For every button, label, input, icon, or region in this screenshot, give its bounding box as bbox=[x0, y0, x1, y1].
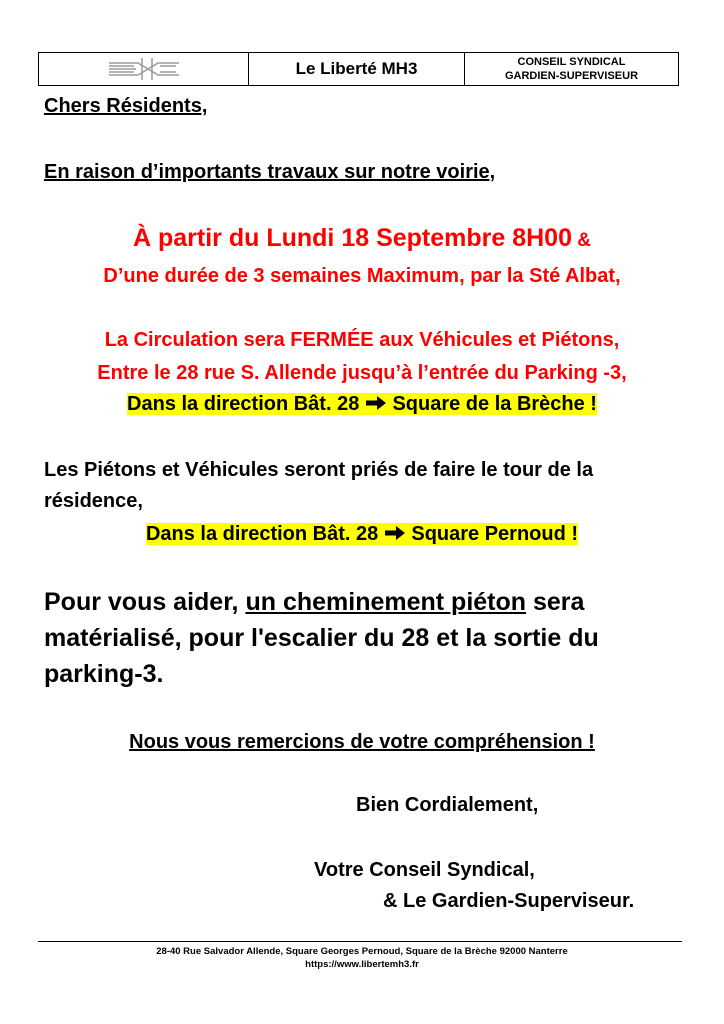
direction-line-2 bbox=[0, 523, 724, 546]
help-line-2: matérialisé, pour l'escalier du 28 et la sortie du bbox=[44, 624, 599, 652]
signature-line-2: & Le Gardien-Superviseur. bbox=[383, 890, 635, 912]
help-line-1 bbox=[44, 588, 584, 617]
detour-line-1: Les Piétons et Véhicules seront priés de faire le tour de la bbox=[44, 459, 594, 481]
start-date: À partir du Lundi 18 Septembre 8H00 bbox=[133, 224, 572, 252]
direction-2-end: Square Pernoud ! bbox=[405, 523, 579, 545]
footer-address: 28-40 Rue Salvador Allende, Square Georges Pernoud, Square de la Brèche 92000 Nanterre bbox=[156, 946, 568, 957]
ampersand: & bbox=[572, 230, 591, 251]
right-arrow-icon bbox=[384, 525, 406, 541]
closure-line-1: La Circulation sera FERMÉE aux Véhicules et Piétons, bbox=[104, 329, 620, 351]
role-line-2: GARDIEN-SUPERVISEUR bbox=[504, 70, 639, 82]
building-logo-icon bbox=[104, 54, 184, 84]
help-line-3: parking-3. bbox=[44, 660, 164, 688]
signature-line-1: Votre Conseil Syndical, bbox=[314, 859, 535, 881]
direction-2-start: Dans la direction Bât. 28 bbox=[145, 523, 384, 545]
right-arrow-icon bbox=[365, 395, 387, 411]
help-suffix: sera bbox=[526, 588, 585, 616]
role-line-1: CONSEIL SYNDICAL bbox=[517, 56, 626, 68]
direction-1-end: Square de la Brèche ! bbox=[386, 393, 597, 415]
detour-line-2: résidence, bbox=[44, 490, 143, 512]
residence-name: Le Liberté MH3 bbox=[249, 53, 465, 85]
closure-line-2: Entre le 28 rue S. Allende jusqu’à l’entrée du Parking -3, bbox=[97, 362, 627, 384]
footer-divider bbox=[38, 941, 682, 942]
direction-highlight-1 bbox=[127, 393, 597, 415]
start-date-line bbox=[0, 224, 724, 253]
footer-website: https://www.libertemh3.fr bbox=[305, 959, 419, 970]
salutation: Chers Résidents, bbox=[44, 95, 208, 117]
direction-1-start: Dans la direction Bât. 28 bbox=[127, 393, 365, 415]
logo-cell bbox=[39, 53, 249, 85]
direction-highlight-2 bbox=[146, 523, 578, 545]
duration-line: D’une durée de 3 semaines Maximum, par la Sté Albat, bbox=[103, 265, 621, 287]
intro-text: En raison d’importants travaux sur notre voirie, bbox=[44, 161, 496, 183]
closing-line: Bien Cordialement, bbox=[356, 794, 539, 816]
thanks-line: Nous vous remercions de votre compréhension ! bbox=[129, 731, 595, 753]
letterhead bbox=[38, 52, 679, 86]
pedestrian-path-text: un cheminement piéton bbox=[245, 588, 527, 616]
help-prefix: Pour vous aider, bbox=[44, 588, 246, 616]
direction-line-1 bbox=[0, 393, 724, 416]
role-cell bbox=[465, 53, 678, 85]
